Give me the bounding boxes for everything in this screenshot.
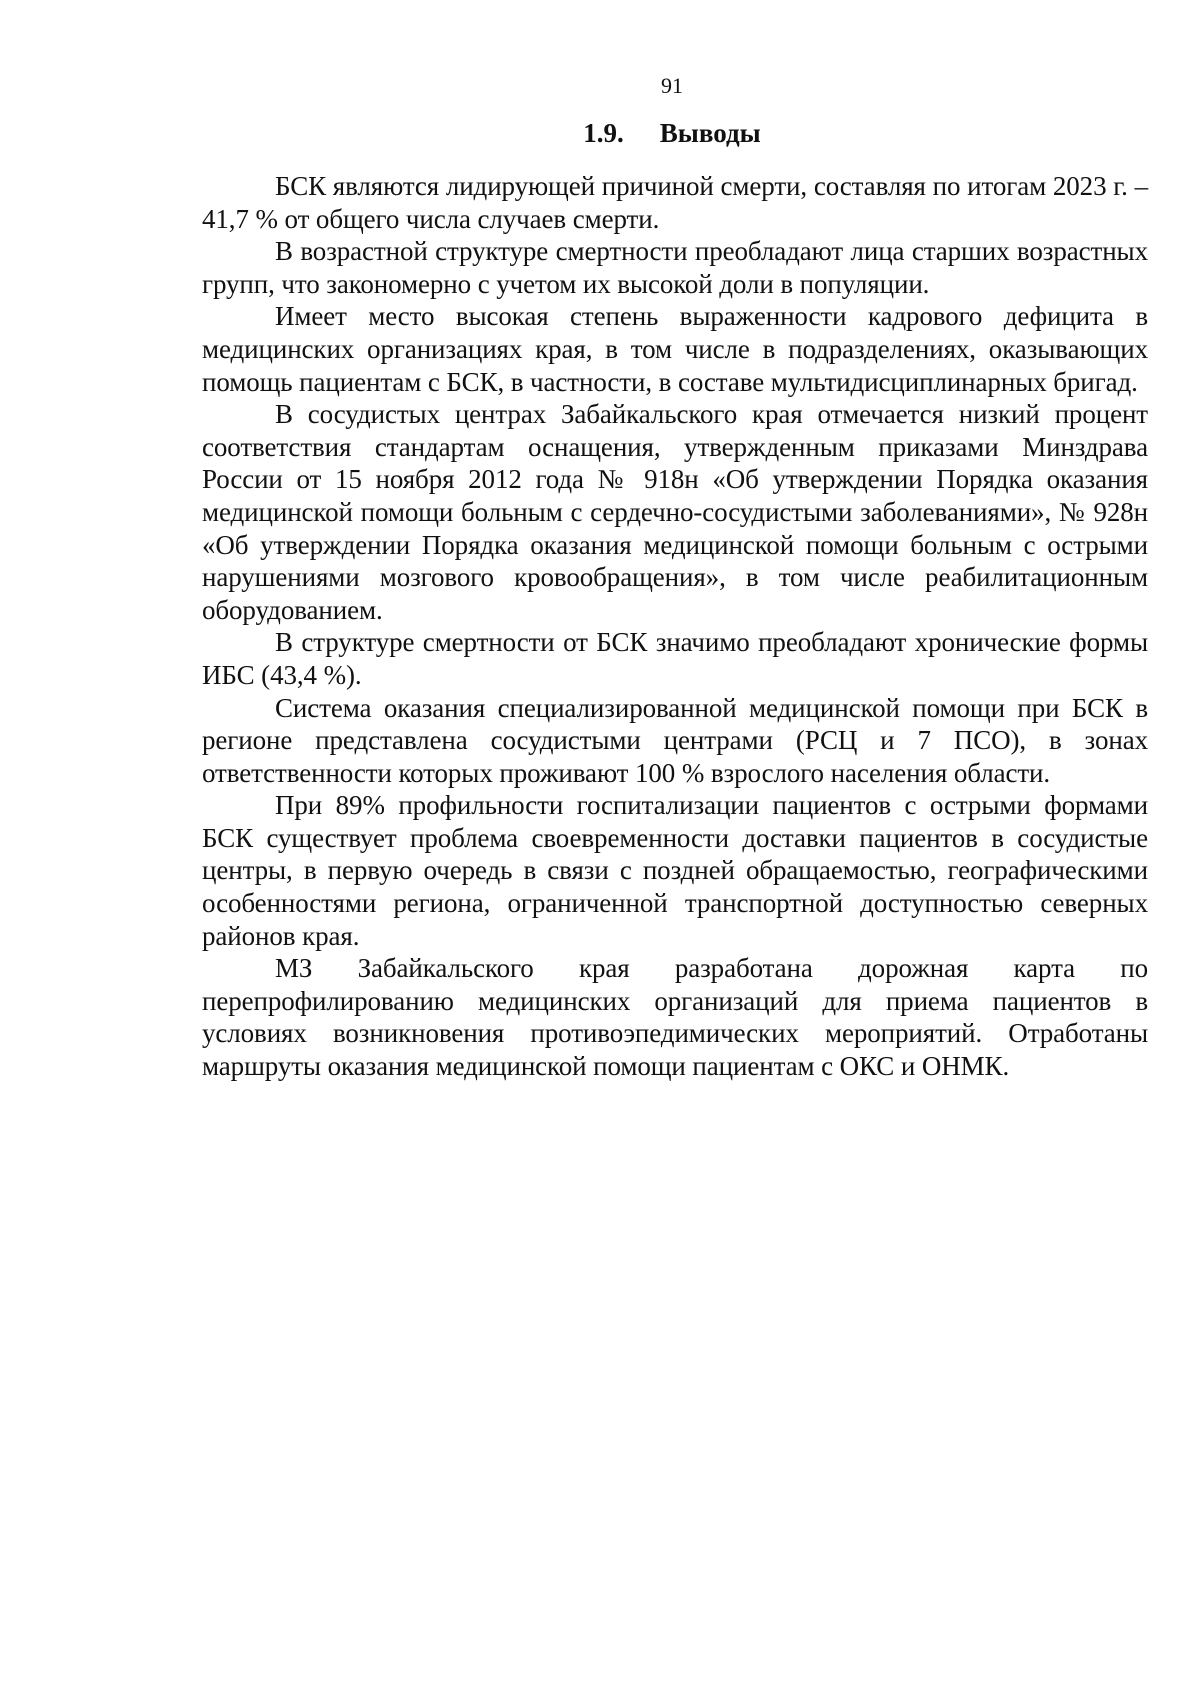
paragraph: В сосудистых центрах Забайкальского края отмечается низкий процент соответствия стандартам оснащения, утвержденным приказами Минздрава России от 15 ноября 2012 года № 918н «Об утверждении Порядка оказания медицинской помощи больным с сердечно-сосудистыми заболеваниями», № 928н «Об утверждении Порядка оказания медицинской помощи больным с острыми нарушениями мозгового кровообращения», в том числе реабилитационным оборудованием. bbox=[202, 399, 1148, 625]
paragraph: БСК являются лидирующей причиной смерти, составляя по итогам 2023 г. – 41,7 % от общего числа случаев смерти. bbox=[202, 171, 1148, 234]
paragraph: Система оказания специализированной медицинской помощи при БСК в регионе представлена сосудистыми центрами (РСЦ и 7 ПСО), в зонах ответственности которых проживают 100 % взрослого населения области. bbox=[202, 692, 1148, 788]
paragraph: В структуре смертности от БСК значимо преобладают хронические формы ИБС (43,4 %). bbox=[202, 627, 1148, 690]
section-number: 1.9. bbox=[583, 118, 624, 148]
paragraph: В возрастной структуре смертности преобладают лица старших возрастных групп, что закономерно с учетом их высокой доли в популяции. bbox=[202, 236, 1148, 299]
page-number: 91 bbox=[661, 73, 683, 98]
section-title: Выводы bbox=[659, 118, 761, 148]
paragraph: Имеет место высокая степень выраженности кадрового дефицита в медицинских организациях края, в том числе в подразделениях, оказывающих помощь пациентам с БСК, в частности, в составе мультидисциплинарных бригад. bbox=[202, 301, 1148, 397]
section-heading bbox=[0, 116, 1200, 150]
body-text bbox=[202, 170, 1148, 1083]
paragraph: При 89% профильности госпитализации пациентов с острыми формами БСК существует проблема своевременности доставки пациентов в сосудистые центры, в первую очередь в связи с поздней обращаемостью, географическими особенностями региона, ограниченной транспортной доступностью северных районов края. bbox=[202, 790, 1148, 951]
paragraph: МЗ Забайкальского края разработана дорожная карта по перепрофилированию медицинских организаций для приема пациентов в условиях возникновения противоэпедимических мероприятий. Отработаны маршруты оказания медицинской помощи пациентам с ОКС и ОНМК. bbox=[202, 953, 1148, 1082]
